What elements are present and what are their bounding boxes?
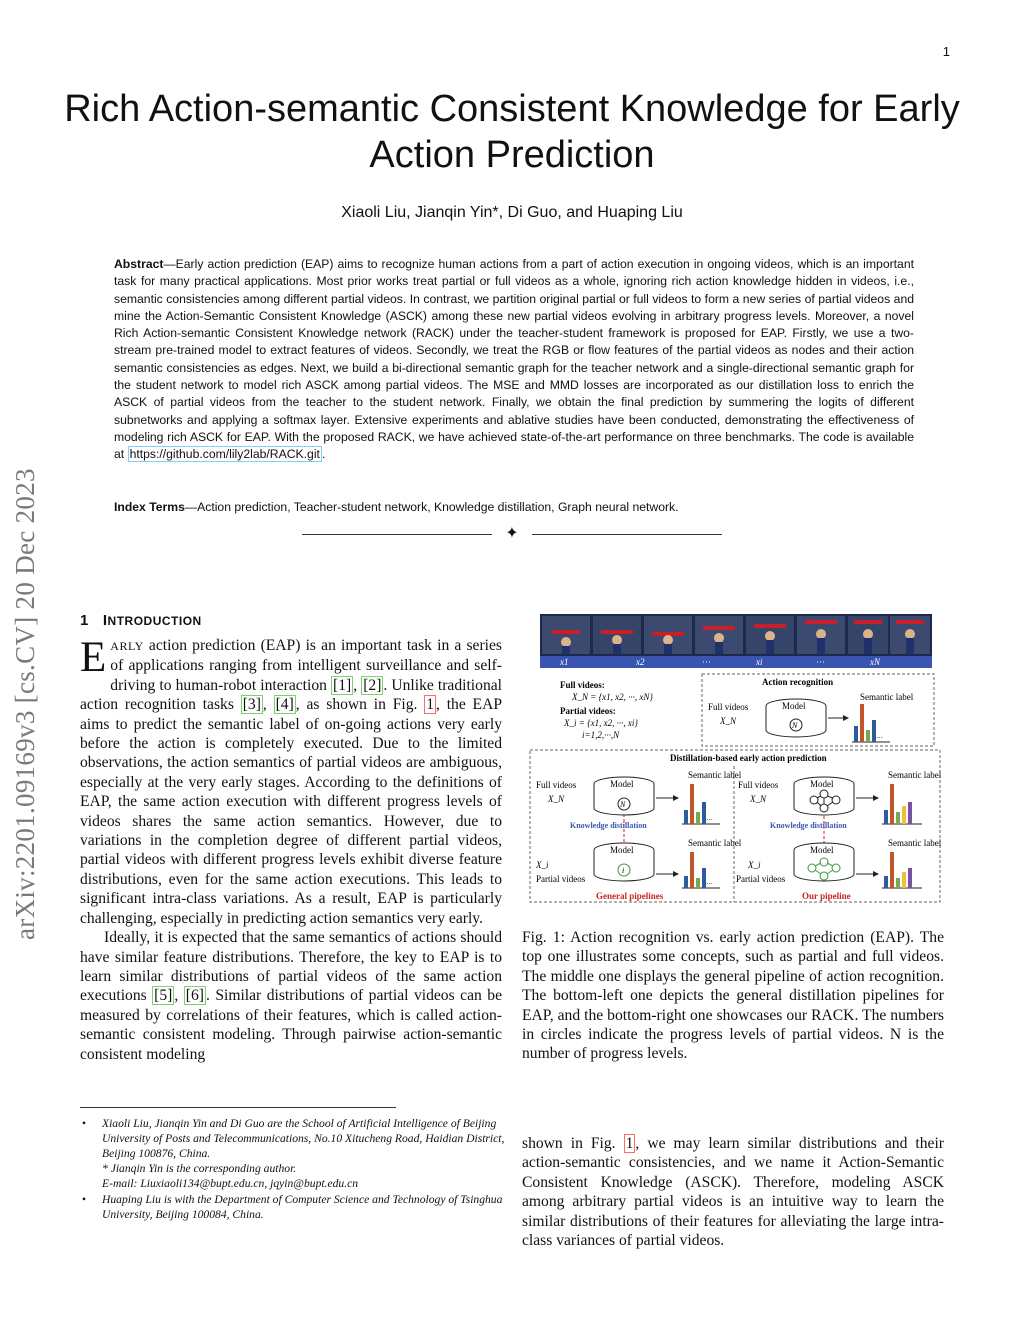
intro-lead: ARLY — [110, 639, 144, 653]
citation-separator: , — [174, 987, 184, 1005]
intro-text: , as shown in Fig. — [295, 696, 425, 714]
teacher-model-cylinder — [594, 777, 654, 815]
footnote-email: E-mail: Liuxiaoli134@bupt.edu.cn, jqyin@bupt.edu.cn — [102, 1177, 359, 1190]
action-recognition-title: Action recognition — [762, 677, 834, 687]
citation-link[interactable]: [5] — [154, 987, 173, 1005]
intro-body — [80, 636, 502, 1064]
knowledge-distillation-label: Knowledge distillation — [570, 821, 647, 830]
distillation-title: Distillation-based early action prediction — [670, 753, 827, 763]
intro-text: , the EAP aims to predict the semantic label of on-going actions very early before the action is completely executed. Due to the limited observations, the action semantics of partial videos are ambiguous, especially at the very early stages. According to the definitions of EAP, the same action execution with different progress levels of videos shares the same action semantics. However, due to variations in the completion degree of different partial videos, partial videos with different progress levels exhibit diverse feature distributions, even for the same action executions. This leads to significant intra-class variations. As a result, EAP is particularly challenging, especially in predicting action semantics very early. — [80, 696, 502, 927]
general-pipelines-label: General pipelines — [596, 891, 664, 901]
full-videos-text: Full videos — [536, 780, 577, 790]
full-videos-label: Full videos: — [560, 680, 605, 690]
partial-index: i=1,2,···,N — [582, 730, 620, 740]
frame-photo — [797, 616, 845, 654]
frame-photo — [890, 616, 930, 654]
full-videos-text: Full videos — [708, 702, 749, 712]
figure-link[interactable]: 1 — [426, 696, 434, 714]
frame-photo — [644, 616, 692, 654]
right-paragraph — [522, 1134, 944, 1250]
figure-caption: Fig. 1: Action recognition vs. early action prediction (EAP). The top one illustrates some concepts, such as partial and full videos. The middle one displays the general pipeline of action recognition. The bottom-left one depicts the general distillation pipelines for EAP, and the bottom-right one showcases our RACK. The numbers in circles indicate the progress levels of partial videos. N is the number of progress levels. — [522, 929, 944, 1063]
bar-group — [882, 784, 922, 824]
citation-link[interactable]: [1] — [333, 676, 352, 694]
citation-link[interactable]: [6] — [185, 987, 204, 1005]
section-divider — [302, 526, 722, 542]
index-terms-label: Index Terms — [114, 500, 185, 514]
frame-photo — [593, 616, 641, 654]
divider-line-right — [532, 534, 722, 535]
section-title-rest: NTRODUCTION — [107, 614, 202, 628]
citation-separator: , — [262, 696, 274, 714]
knowledge-distillation-label: Knowledge distillation — [770, 821, 847, 830]
intro-text: Ideally, it is expected that the same semantics of actions should have similar feature distributions. Therefore, the key to EAP is to learn similar distributions of partial videos of the same action executions — [80, 929, 502, 1005]
intro-text: action prediction (EAP) is an important task in a series of applications ranging from intelligent surveillance and self-driving to human-robot interaction — [110, 637, 502, 694]
semantic-label-text: Semantic label — [888, 838, 942, 848]
progress-symbol: i — [622, 866, 625, 875]
full-videos-text: Full videos — [738, 780, 779, 790]
frame-label: x1 — [560, 657, 569, 667]
figure-link[interactable]: 1 — [625, 1135, 634, 1152]
partial-videos-definition: X_i = {x1, x2, ···, xi} — [564, 718, 639, 728]
semantic-label-text: Semantic label — [860, 692, 914, 702]
model-label: Model — [610, 845, 634, 855]
bar-group — [682, 784, 720, 824]
bar-group — [882, 852, 922, 888]
bar-dots: ··· — [706, 880, 713, 888]
section-number: 1 — [80, 612, 89, 629]
bar-dots: ··· — [876, 734, 883, 742]
abstract-end: . — [321, 447, 326, 462]
model-label: Model — [810, 779, 834, 789]
bar-dots: ··· — [706, 816, 713, 824]
figure-diagram — [526, 612, 944, 904]
student-graph-cylinder — [794, 843, 854, 881]
partial-videos-text: Partial videos — [536, 874, 586, 884]
progress-symbol: N — [620, 800, 626, 809]
teacher-graph-cylinder — [794, 777, 854, 815]
arxiv-identifier: arXiv:2201.09169v3 [cs.CV] 20 Dec 2023 — [10, 468, 40, 940]
xn-symbol: X_N — [720, 716, 737, 726]
footnote-text: • Huaping Liu is with the Department of Computer Science and Technology of Tsinghua University, Beijing 100084, China. — [102, 1193, 503, 1221]
frame-label: ··· — [816, 657, 825, 667]
xi-symbol: X_i — [748, 860, 761, 870]
semantic-label-text: Semantic label — [888, 770, 942, 780]
xi-symbol: X_i — [536, 860, 549, 870]
intro-paragraph-1 — [80, 636, 502, 928]
video-frames — [540, 614, 932, 668]
progress-symbol: N — [792, 721, 798, 730]
abstract — [114, 256, 914, 464]
bar-group — [852, 704, 890, 742]
partial-videos-text: Partial videos — [736, 874, 786, 884]
partial-videos-label: Partial videos: — [560, 706, 616, 716]
dropcap: E — [80, 634, 107, 681]
intro-text: . Similar distributions of partial videos can be measured by correlations of their features, which is called action-semantic consistent modeling. Through pairwise action-semantic consistent modeling — [80, 987, 502, 1063]
body-text: shown in Fig. — [522, 1135, 624, 1152]
frame-photo — [695, 616, 743, 654]
xn-symbol: X_N — [548, 794, 565, 804]
section-heading — [80, 612, 202, 629]
page-number: 1 — [942, 44, 950, 59]
xn-symbol: X_N — [750, 794, 767, 804]
our-pipeline-label: Our pipeline — [802, 891, 851, 901]
our-pipeline — [736, 770, 942, 901]
frame-label: xN — [870, 657, 880, 667]
index-terms — [114, 500, 914, 514]
footnote-affiliation — [80, 1116, 506, 1191]
figure-1 — [526, 612, 944, 904]
model-label: Model — [810, 845, 834, 855]
frame-photo — [746, 616, 794, 654]
citation-link[interactable]: [2] — [363, 676, 382, 694]
abstract-label: Abstract — [114, 257, 164, 271]
model-cylinder — [766, 699, 826, 737]
index-terms-text: —Action prediction, Teacher-student network, Knowledge distillation, Graph neural network. — [184, 500, 679, 514]
right-column-text — [522, 1134, 944, 1250]
section-title-first: I — [102, 612, 108, 629]
intro-text: . Unlike traditional action recognition tasks — [80, 676, 502, 714]
citation-link[interactable]: [3] — [242, 696, 261, 714]
citation-separator: , — [353, 676, 362, 694]
frame-photo — [542, 616, 590, 654]
model-label: Model — [610, 779, 634, 789]
student-model-cylinder — [594, 843, 654, 881]
footnotes — [80, 1116, 506, 1223]
semantic-label-text: Semantic label — [688, 770, 742, 780]
frame-label: ··· — [702, 657, 711, 667]
semantic-label-text: Semantic label — [688, 838, 742, 848]
frame-label: x2 — [636, 657, 645, 667]
footnote-text: • Xiaoli Liu, Jianqin Yin and Di Guo are the School of Artificial Intelligence of Beijing University of Posts and Telecommunications, No.10 Xitucheng Road, Haidian District, Beijing 100876, China. — [102, 1117, 505, 1160]
footnote-affiliation-2 — [80, 1192, 506, 1222]
frame-photo — [848, 616, 888, 654]
general-pipeline — [535, 770, 742, 901]
abstract-text: —Early action prediction (EAP) aims to recognize human actions from a part of action execution in ongoing videos, which is an important task for many practical applications. Most prior works treat partial or full videos as a whole, ignoring rich action knowledge hidden in videos, i.e., semantic consistencies among different partial videos. In contrast, we partition original partial or full videos to form a new series of partial videos and mine the Action-Semantic Consistent Knowledge (ASCK) among these new partial videos evolving in arbitrary progress levels. Moreover, a novel Rich Action-semantic Consistent Knowledge network (RACK) under the teacher-student framework is proposed for EAP. Firstly, we use a two-stream pre-trained model to extract features of videos. Secondly, we treat the RGB or flow features of the partial videos as nodes and their action semantic consistencies as edges. Next, we build a bi-directional semantic graph for the teacher network and a single-directional semantic graph for the student network to model rich ASCK among partial videos. The MSE and MMD losses are incorporated as our distillation loss to enrich the ASCK of partial videos from the teacher to the student network. Finally, we obtain the final prediction by summering the logits of different subnetworks and applying a softmax layer. Extensive experiments and ablative studies have been conducted, demonstrating the effectiveness of modeling rich ASCK for EAP. With the proposed RACK, we have achieved state-of-the-art performance on three benchmarks. The code is available at — [114, 257, 914, 462]
bar-group — [682, 852, 720, 888]
code-link[interactable]: https://github.com/lily2lab/RACK.git — [129, 447, 320, 462]
frame-label: xi — [756, 657, 763, 667]
paper-authors: Xiaoli Liu, Jianqin Yin*, Di Guo, and Huaping Liu — [341, 204, 683, 221]
intro-paragraph-2 — [80, 928, 502, 1064]
divider-star-icon: ✦ — [505, 525, 519, 542]
body-text: , we may learn similar distributions and their action-semantic consistencies, and we name it Action-Semantic Consistent Knowledge (ASCK). Therefore, modeling ASCK among arbitrary partial videos is an intuitive way to learn the similar distributions of their features for alleviating the large intra-class variances of partial videos. — [522, 1135, 944, 1250]
paper-title: Rich Action-semantic Consistent Knowledge for Early Action Prediction — [64, 88, 960, 176]
footnote-rule — [80, 1107, 396, 1108]
full-videos-definition: X_N = {x1, x2, ···, xN} — [572, 692, 654, 702]
citation-link[interactable]: [4] — [275, 696, 294, 714]
footnote-corresponding: * Jianqin Yin is the corresponding author. — [102, 1162, 297, 1175]
model-label: Model — [782, 701, 806, 711]
divider-line-left — [302, 534, 492, 535]
